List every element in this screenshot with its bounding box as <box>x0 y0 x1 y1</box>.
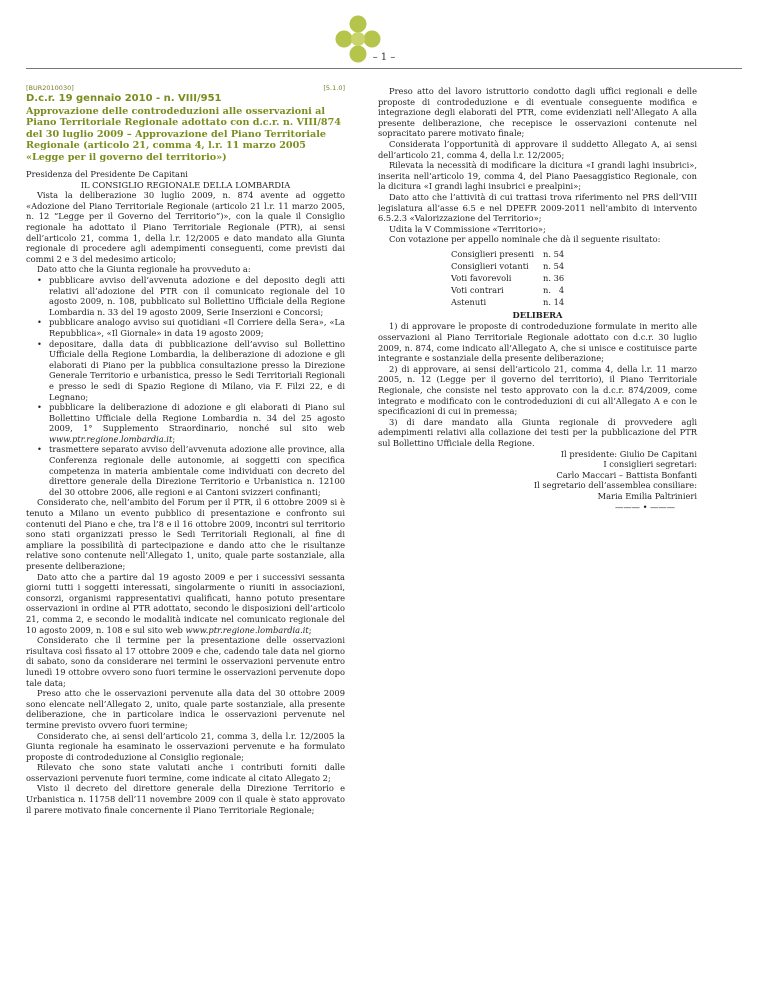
vote-value: n. 4 <box>543 285 565 296</box>
vote-value: n. 54 <box>543 248 565 259</box>
vote-label: Consiglieri presenti <box>451 248 535 259</box>
bullet-list <box>26 275 345 497</box>
signature-assembly-secretary-label: Il segretario dell’assemblea consiliare: <box>533 480 697 491</box>
list-item <box>37 402 345 444</box>
resolution-item: 1) di approvare le proposte di controdeduzione formulate in merito alle osservazioni al Piano Territoriale Regionale adottato con d.c.r. 30 luglio 2009, n. 874, come indicato all’Allegato A, che si unisce e costituisce parte integrante e sostanziale della presente deliberazione; <box>378 321 697 364</box>
bur-code: [BUR2010030] <box>26 84 74 92</box>
list-text-end: ; <box>172 433 176 444</box>
vote-value: n. 54 <box>543 261 565 271</box>
paragraph: Considerato che il termine per la presentazione delle osservazioni risultava così fissato al 17 ottobre 2009 e che, cadendo tale data nel giorno di sabato, sono da considerare nei termini le osservazioni pervenute entro lunedì 19 ottobre ovvero sono fuori termine le osservazioni pervenute dopo tale data; <box>26 635 345 688</box>
signature-secretaries-label: I consiglieri segretari: <box>603 459 697 470</box>
website-link[interactable]: www.ptr.regione.lombardia.it <box>185 624 309 635</box>
vote-label: Voti favorevoli <box>451 273 512 284</box>
paragraph: Considerato che, nell’ambito del Forum per il PTR, il 6 ottobre 2009 si è tenuto a Milano un evento pubblico di presentazione e confronto sui contenuti del Piano e che, tra l’8 e il 16 ottobre 2009, incontri sul territorio sono stati organizzati presso le Sedi Territoriali Regionali, al fine di ampliare la possibilità di partecipazione e dando atto che le risultanze relative sono contenute nell’Allegato 1, unito, quale parte sostanziale, alla presente deliberazione; <box>26 497 345 571</box>
list-item: • depositare, dalla data di pubblicazione dell’avviso sul Bollettino Ufficiale della Regione Lombardia, la deliberazione di adozione e gli elaborati di Piano per la pubblica consultazione presso la Direzione Generale Territorio e urbanistica, presso le Sedi Territoriali Regionali e presso le sedi di Spazio Regione di Milano, via F. Filzi 22, e di Legnano; <box>37 339 345 403</box>
signature-secretaries: Carlo Maccari – Battista Bonfanti <box>556 469 697 480</box>
paragraph: Dato atto che la Giunta regionale ha provveduto a: <box>37 264 251 275</box>
paragraph <box>26 572 345 636</box>
resolution-item: 2) di approvare, ai sensi dell’articolo 21, comma 4, della l.r. 11 marzo 2005, n. 12 (Legge per il governo del territorio), il Piano Territoriale Regionale, che consiste nel testo approvato con la d.c.r. 874/2009, come integrato e modificato con le controdeduzioni di cui all’Allegato A e con le specificazioni di cui in premessa; <box>378 363 697 417</box>
signature-president: Il presidente: Giulio De Capitani <box>560 448 697 459</box>
page-number: – 1 – <box>372 52 396 63</box>
vote-label: Astenuti <box>451 297 487 308</box>
vote-value: n. 36 <box>543 273 565 284</box>
signature-assembly-secretary: Maria Emilia Paltrinieri <box>597 490 697 501</box>
presidency-line: Presidenza del Presidente De Capitani <box>26 169 188 180</box>
header-meta <box>26 84 345 92</box>
paragraph-text: Dato atto che a partire dal 19 agosto 2009 e per i successivi sessanta giorni tutti i soggetti interessati, singolarmente o riuniti in associazioni, consorzi, organismi rappresentativi qualificati, hanno potuto presentare osservazioni in ordine al PTR adottato, secondo le disposizioni dell’articolo 21, comma 2, e secondo le modalità indicate nel comunicato regionale del 10 agosto 2009, n. 108 e sul sito web <box>26 571 345 635</box>
top-rule <box>26 68 742 69</box>
paragraph: Rilevato che sono state valutati anche i contributi forniti dalle osservazioni pervenute fuori termine, come indicate al citato Allegato 2; <box>26 762 345 783</box>
document-id: D.c.r. 19 gennaio 2010 - n. VIII/951 <box>26 93 222 104</box>
list-item: • pubblicare analogo avviso sui quotidiani «Il Corriere della Sera», «La Repubblica», «Il Giornale» in data 19 agosto 2009; <box>37 317 345 338</box>
vote-label: Consiglieri votanti <box>451 261 529 271</box>
council-heading: IL CONSIGLIO REGIONALE DELLA LOMBARDIA <box>80 179 291 190</box>
classification-ref: [5.1.0] <box>323 84 345 92</box>
paragraph: Vista la deliberazione 30 luglio 2009, n. 874 avente ad oggetto «Adozione del Piano Territoriale Regionale (articolo 21 l.r. 11 marzo 2005, n. 12 “Legge per il Governo del Territorio”)», con la quale il Consiglio regionale ha adottato il Piano Territoriale Regionale (PTR), ai sensi dell’articolo 21, comma 1, della l.r. 12/2005 e dato mandato alla Giunta regionale di procedere agli adempimenti conseguenti, come previsti dai commi 2 e 3 del medesimo articolo; <box>26 190 345 264</box>
vote-value: n. 14 <box>543 297 565 308</box>
paragraph: Visto il decreto del direttore generale della Direzione Territorio e Urbanistica n. 11758 dell’11 novembre 2009 con il quale è stato approvato il parere motivato finale concernente il Piano Territoriale Regionale; <box>26 783 345 815</box>
paragraph: Udita la V Commissione «Territorio»; <box>389 223 546 234</box>
paragraph: Preso atto che le osservazioni pervenute alla data del 30 ottobre 2009 sono elencate nell’Allegato 2, unito, quale parte sostanziale, alla presente deliberazione, che in particolare indica le osservazioni pervenute nel termine previsto ovvero fuori termine; <box>26 688 345 730</box>
list-item: • pubblicare avviso dell’avvenuta adozione e del deposito degli atti relativi all’adozione del PTR con il comunicato regionale del 10 agosto 2009, n. 108, pubblicato sul Bollettino Ufficiale della Regione Lombardia n. 33 del 19 agosto 2009, Serie Inserzioni e Concorsi; <box>37 275 345 317</box>
paragraph: Preso atto del lavoro istruttorio condotto dagli uffici regionali e delle proposte di controdeduzione e di eventuale conseguente modifica e integrazione degli elaborati del PTR, come evidenziati nell’Allegato A alla presente deliberazione, che recepisce le osservazioni contenute nel sopracitato parere motivato finale; <box>378 86 697 139</box>
delibera-heading: DELIBERA <box>512 309 563 320</box>
paragraph: Rilevata la necessità di modificare la dicitura «I grandi laghi insubrici», inserita nell’articolo 19, comma 4, del Piano Paesaggistico Regionale, con la dicitura «I grandi laghi insubrici e prealpini»; <box>378 160 697 192</box>
vote-results <box>451 249 697 308</box>
section-separator: ——— • ——— <box>615 501 675 512</box>
left-column <box>26 84 345 815</box>
paragraph: Considerata l’opportunità di approvare il suddetto Allegato A, ai sensi dell’articolo 21, comma 4, della l.r. 12/2005; <box>378 138 697 160</box>
paragraph: Considerato che, ai sensi dell’articolo 21, comma 3, della l.r. 12/2005 la Giunta regionale ha esaminato le osservazioni pervenute e ha formulato proposte di controdeduzione al Consiglio regionale; <box>26 730 345 762</box>
website-link[interactable]: www.ptr.regione.lombardia.it <box>49 433 173 444</box>
vote-label: Voti contrari <box>451 285 504 296</box>
list-item: • trasmettere separato avviso dell’avvenuta adozione alle province, alla Conferenza regionale delle autonomie, ai soggetti con specifica competenza in materia ambientale come individuati con decreto del direttore generale della Direzione Territorio e Urbanistica n. 12100 del 30 ottobre 2006, alle regioni e ai Cantoni svizzeri confinanti; <box>37 444 345 497</box>
document-title: Approvazione delle controdeduzioni alle osservazioni al Piano Territoriale Regionale adottato con d.c.r. n. VIII/874 del 30 luglio 2009 – Approvazione del Piano Territoriale Regionale (articolo 21, comma 4, l.r. 11 marzo 2005 «Legge per il governo del territorio») <box>26 106 341 163</box>
right-column <box>378 86 697 512</box>
paragraph: Con votazione per appello nominale che dà il seguente risultato: <box>389 234 661 245</box>
paragraph: Dato atto che l’attività di cui trattasi trova riferimento nel PRS dell’VIII legislatura all’asse 6.5 e nel DPEFR 2009-2011 nell’ambito di intervento 6.5.2.3 «Valorizzazione del Territorio»; <box>378 191 697 224</box>
resolution-item: 3) di dare mandato alla Giunta regionale di provvedere agli adempimenti relativi alla collazione dei testi per la pubblicazione del PTR sul Bollettino Ufficiale della Regione. <box>378 416 697 448</box>
list-text: pubblicare la deliberazione di adozione e gli elaborati di Piano sul Bollettino Ufficiale della Regione Lombardia n. 34 del 25 agosto 2009, 1° Supplemento Straordinario, nonché sul sito web <box>49 402 345 434</box>
paragraph-text-end: ; <box>308 624 312 635</box>
